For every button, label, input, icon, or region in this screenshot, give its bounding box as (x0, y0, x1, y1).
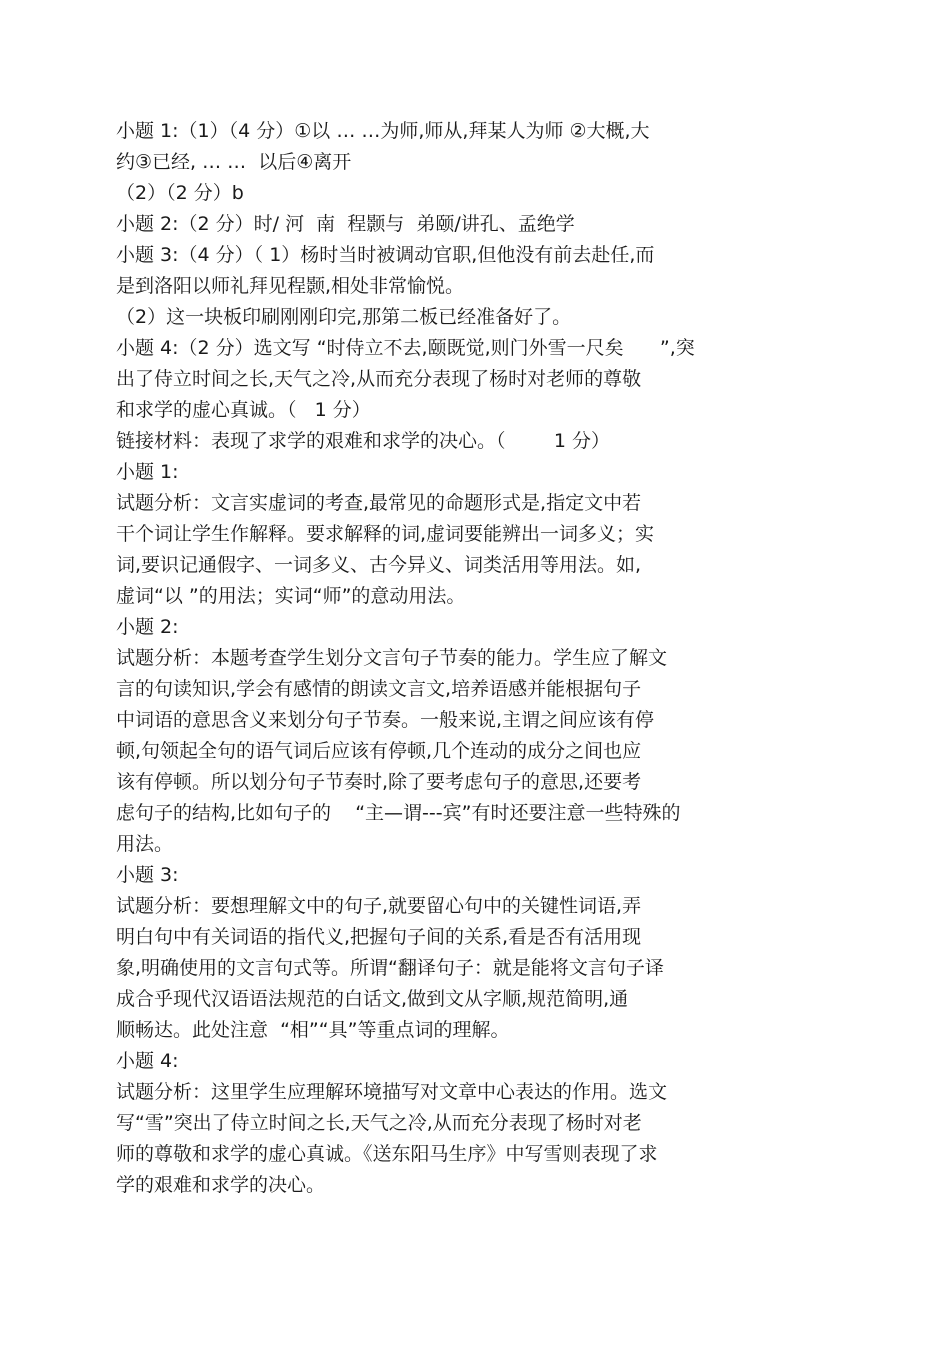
text-line: 象,明确使用的文言句式等。所谓“翻译句子：就是能将文言句子译 (116, 957, 664, 979)
document-page (116, 116, 766, 1201)
text-line: 明白句中有关词语的指代义,把握句子间的关系,看是否有活用现 (116, 926, 642, 948)
text-line: 中词语的意思含义来划分句子节奏。一般来说,主谓之间应该有停 (116, 709, 655, 731)
section-heading: 小题 3: (116, 864, 179, 886)
text-line: （2）（2 分）b (116, 182, 244, 204)
text-line: 约③已经, … … 以后④离开 (116, 151, 352, 173)
text-line: 是到洛阳以师礼拜见程颢,相处非常愉悦。 (116, 275, 465, 297)
text-line: 干个词让学生作解释。要求解释的词,虚词要能辨出一词多义；实 (116, 523, 655, 545)
text-line: 试题分析：文言实虚词的考查,最常见的命题形式是,指定文中若 (116, 492, 642, 514)
text-line: 该有停顿。所以划分句子节奏时,除了要考虑句子的意思,还要考 (116, 771, 642, 793)
text-line: 小题 1:（1）（4 分）①以 … …为师,师从,拜某人为师 ②大概,大 (116, 120, 650, 142)
text-line: 顺畅达。此处注意 “相”“具”等重点词的理解。 (116, 1019, 510, 1041)
text-line: 用法。 (116, 833, 174, 855)
text-line: 虚词“以 ”的用法；实词“师”的意动用法。 (116, 585, 466, 607)
text-line: 写“雪”突出了侍立时间之长,天气之冷,从而充分表现了杨时对老 (116, 1112, 642, 1134)
text-line: 言的句读知识,学会有感情的朗读文言文,培养语感并能根据句子 (116, 678, 642, 700)
text-line: 小题 2:（2 分）时/ 河 南 程颢与 弟颐/讲孔、孟绝学 (116, 213, 575, 235)
text-line: 和求学的虚心真诚。（ 1 分） (116, 399, 371, 421)
text-line: 试题分析：本题考查学生划分文言句子节奏的能力。学生应了解文 (116, 647, 668, 669)
section-heading: 小题 2: (116, 616, 179, 638)
text-line: 词,要识记通假字、一词多义、古今异义、词类活用等用法。如, (116, 554, 642, 576)
text-line: 顿,句领起全句的语气词后应该有停顿,几个连动的成分之间也应 (116, 740, 642, 762)
text-line: 试题分析：要想理解文中的句子,就要留心句中的关键性词语,弄 (116, 895, 642, 917)
text-line: 试题分析：这里学生应理解环境描写对文章中心表达的作用。选文 (116, 1081, 668, 1103)
section-heading: 小题 1: (116, 461, 179, 483)
text-line: 师的尊敬和求学的虚心真诚。《送东阳马生序》中写雪则表现了求 (116, 1143, 658, 1165)
text-line: 出了侍立时间之长,天气之冷,从而充分表现了杨时对老师的尊敬 (116, 368, 642, 390)
text-line: 虑句子的结构,比如句子的 “主—谓---宾”有时还要注意一些特殊的 (116, 802, 681, 824)
text-line: 小题 4:（2 分）选文写 “时侍立不去,颐既觉,则门外雪一尺矣 ”,突 (116, 337, 695, 359)
text-line: 链接材料：表现了求学的艰难和求学的决心。（ 1 分） (116, 430, 610, 452)
text-line: 成合乎现代汉语语法规范的白话文,做到文从字顺,规范简明,通 (116, 988, 629, 1010)
text-line: 小题 3:（4 分）（ 1）杨时当时被调动官职,但他没有前去赴任,而 (116, 244, 655, 266)
text-line: 学的艰难和求学的决心。 (116, 1174, 326, 1196)
section-heading: 小题 4: (116, 1050, 179, 1072)
text-line: （2）这一块板印刷刚刚印完,那第二板已经准备好了。 (116, 306, 572, 328)
